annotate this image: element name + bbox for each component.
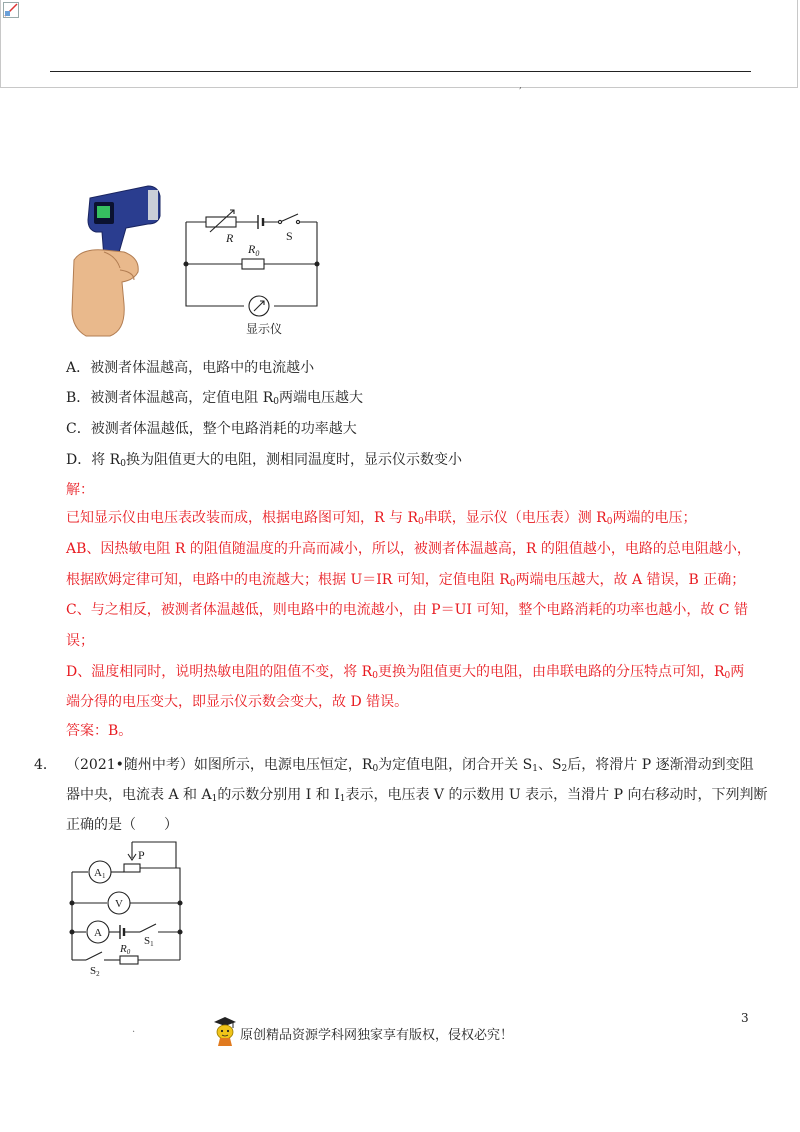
fig1-label-S: S — [286, 229, 293, 243]
fig2-label-A1-main: A — [94, 867, 102, 879]
sol-l1-post: 两端的电压； — [612, 510, 697, 526]
option-a: A．被测者体温越高，电路中的电流越小 — [66, 360, 315, 376]
solution-line-3 — [66, 570, 745, 590]
fig2-label-S2-main: S — [90, 965, 97, 977]
figure-circuit-2 — [64, 840, 194, 980]
fig2-label-S2 — [90, 965, 100, 978]
broken-image-icon — [3, 2, 19, 18]
option-b — [66, 388, 363, 408]
solution-heading: 解： — [66, 482, 94, 498]
fig2-label-A: A — [94, 927, 102, 939]
sol-l3-sub: 0 — [509, 579, 516, 589]
solution-line-4: C、与之相反，被测者体温越低，则电路中的电流越小，由 P＝UI 可知，整个电路消耗的功率也越小，故 C 错 — [66, 602, 748, 618]
sol-l6-sub1: 0 — [372, 671, 378, 681]
q4-l1-sub3: 2 — [561, 764, 568, 774]
sol-l6-mid: 更换为阻值更大的电阻，由串联电路的分压特点可知，R — [377, 664, 725, 680]
option-d-post: 换为阻值更大的电阻，测相同温度时，显示仪示数变小 — [125, 452, 462, 468]
option-d — [66, 450, 462, 470]
option-c: C．被测者体温越低，整个电路消耗的功率越大 — [66, 421, 357, 437]
option-d-sub: 0 — [120, 459, 126, 469]
fig1-label-R0 — [247, 242, 259, 258]
question-4-line-3: 正确的是（ ） — [66, 817, 178, 833]
q4-l1-sub2: 1 — [532, 764, 538, 774]
fig2-label-S2-sub: 2 — [96, 970, 100, 978]
sol-l6-sub2: 0 — [724, 671, 731, 681]
sol-l1-sub2: 0 — [606, 517, 613, 527]
footer-copyright: 原创精品资源学科网独家享有版权，侵权必究！ — [240, 1028, 514, 1043]
sol-l1-pre: 已知显示仪由电压表改装而成，根据电路图可知，R 与 R — [66, 510, 418, 526]
fig2-label-A1-sub: 1 — [101, 872, 106, 880]
sol-l6-pre: D、温度相同时，说明热敏电阻的阻值不变，将 R — [66, 664, 373, 680]
solution-line-1 — [66, 508, 696, 528]
fig1-label-display: 显示仪 — [246, 322, 283, 336]
q4-l1-mid2: 、S — [537, 757, 562, 773]
page-number: 3 — [741, 1011, 749, 1025]
fig2-label-S1-sub: 1 — [150, 940, 154, 948]
q4-l1-post: 后，将滑片 P 逐渐滑动到变阻 — [567, 757, 754, 773]
page-header — [0, 0, 798, 88]
fig1-label-R: R — [226, 231, 234, 245]
sol-l1-sub1: 0 — [417, 517, 424, 527]
solution-line-6 — [66, 662, 744, 682]
sol-l3-pre: 根据欧姆定律可知，电路中的电流越大；根据 U＝IR 可知，定值电阻 R — [66, 572, 510, 588]
option-d-pre: D．将 R — [66, 452, 121, 468]
fig2-label-R0 — [119, 943, 131, 956]
fig2-label-S1 — [144, 935, 154, 948]
fig2-label-S1-main: S — [144, 935, 151, 947]
sol-l3-post: 两端电压越大，故 A 错误，B 正确； — [515, 572, 746, 588]
option-b-pre: B．被测者体温越高，定值电阻 R — [66, 390, 274, 406]
option-b-post: 两端电压越大 — [279, 390, 364, 406]
sol-l1-mid: 串联，显示仪（电压表）测 R — [423, 510, 607, 526]
mascot-icon — [212, 1014, 238, 1048]
q4-l1-mid: 为定值电阻，闭合开关 S — [378, 757, 533, 773]
header-rule — [50, 71, 751, 72]
footer-dot: . — [132, 1024, 136, 1035]
header-dot: , — [519, 81, 522, 91]
solution-answer: 答案：B。 — [66, 723, 133, 739]
q4-l1-pre: （2021•随州中考）如图所示，电源电压恒定，R — [66, 757, 373, 773]
fig2-label-P: P — [138, 848, 145, 862]
question-4-number: 4． — [34, 757, 57, 773]
q4-l2-sub2: 1 — [339, 794, 346, 804]
option-b-sub: 0 — [273, 397, 280, 407]
infrared-thermometer-image — [72, 186, 160, 336]
fig2-label-R0-sub: 0 — [126, 948, 131, 956]
solution-line-2: AB、因热敏电阻 R 的阻值随温度的升高而减小，所以，被测者体温越高，R 的阻值越小，电路的总电阻越小， — [66, 541, 751, 557]
fig2-label-V: V — [115, 898, 123, 910]
sol-l6-post: 两 — [730, 664, 745, 680]
fig1-label-R0-main: R — [248, 242, 256, 256]
fig2-label-R0-main: R — [120, 943, 127, 955]
question-4-line-2 — [66, 785, 768, 805]
q4-l2-pre: 器中央，电流表 A 和 A — [66, 787, 212, 803]
figure-thermometer-circuit — [64, 180, 334, 340]
circuit-diagram-1 — [184, 210, 319, 316]
solution-line-5: 误； — [66, 633, 94, 649]
question-4-line-1 — [66, 755, 754, 775]
q4-l2-sub1: 1 — [211, 794, 218, 804]
q4-l2-post: 表示，电压表 V 的示数用 U 表示，当滑片 P 向右移动时，下列判断 — [345, 787, 768, 803]
q4-l2-mid: 的示数分别用 I 和 I — [217, 787, 340, 803]
q4-l1-sub1: 0 — [372, 764, 379, 774]
fig1-label-R0-sub: 0 — [255, 249, 260, 258]
solution-line-7: 端分得的电压变大，即显示仪示数会变大，故 D 错误。 — [66, 694, 409, 710]
